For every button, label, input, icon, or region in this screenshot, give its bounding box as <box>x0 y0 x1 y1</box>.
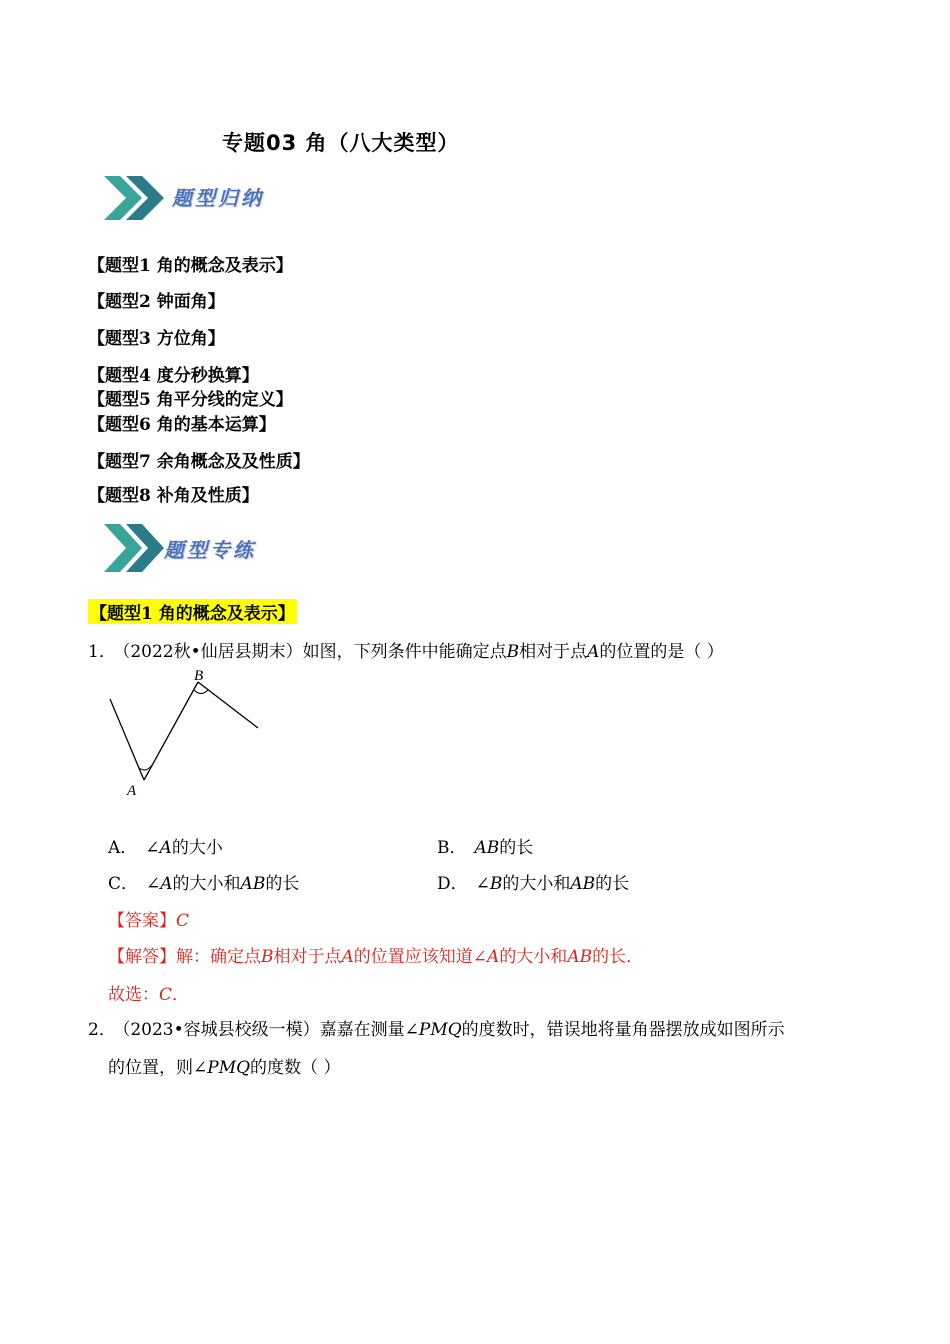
question-stem: 的度数（ ） <box>250 1058 341 1078</box>
option-text: 的长 <box>499 838 534 858</box>
solution-text: 的长． <box>592 947 644 967</box>
solution-line <box>108 942 643 967</box>
var: A <box>587 642 600 662</box>
conclusion-text: 故选： <box>108 985 159 1005</box>
question-stem: 相对于点 <box>519 642 588 662</box>
double-chevron-icon <box>100 518 170 578</box>
var: A <box>160 874 173 894</box>
option-b[interactable] <box>437 833 533 858</box>
question-stem: 的位置，则∠ <box>108 1058 208 1078</box>
angle-symbol: ∠ <box>145 838 160 858</box>
solution-text: 解：确定点 <box>176 947 261 967</box>
double-chevron-icon <box>100 170 170 226</box>
question-source: （2023•容城县校级一模） <box>121 1020 320 1040</box>
conclusion-line <box>108 980 189 1005</box>
question-stem: 嘉嘉在测量∠ <box>319 1020 419 1040</box>
toc-item-4: 【题型4 度分秒换算】 <box>88 366 259 386</box>
section-heading: 【题型1 角的概念及表示】 <box>88 599 297 624</box>
var: A <box>341 947 354 967</box>
label-a: A <box>127 783 137 799</box>
toc-item-7: 【题型7 余角概念及及性质】 <box>88 452 310 472</box>
var: AB <box>570 874 596 894</box>
question-2-line-2 <box>108 1053 340 1078</box>
practice-banner <box>100 518 290 574</box>
option-text: 的长 <box>595 874 630 894</box>
angle-figure <box>100 666 270 801</box>
option-d[interactable] <box>437 869 629 894</box>
var: AB <box>240 874 266 894</box>
var: PMQ <box>418 1020 462 1040</box>
practice-banner-label: 题型专练 <box>164 538 256 562</box>
solution-text: 的大小和 <box>499 947 568 967</box>
question-stem: 的位置的是（ ） <box>599 642 724 662</box>
question-stem: 如图，下列条件中能确定点 <box>302 642 507 662</box>
option-text: 的大小和 <box>172 874 241 894</box>
var: B <box>489 874 503 894</box>
option-letter: B． <box>437 838 467 858</box>
label-b: B <box>194 668 204 684</box>
option-letter: A． <box>108 838 138 858</box>
toc-item-8: 【题型8 补角及性质】 <box>88 486 259 506</box>
summary-banner <box>100 170 290 226</box>
question-stem: 的度数时，错误地将量角器摆放成如图所示 <box>461 1020 785 1040</box>
toc-item-6: 【题型6 角的基本运算】 <box>88 415 276 435</box>
answer-value: C <box>176 911 190 931</box>
solution-label: 【解答】 <box>108 947 176 967</box>
answer-line <box>108 906 189 931</box>
var: B <box>261 947 274 967</box>
question-source: （2022秋•仙居县期末） <box>121 642 303 662</box>
solution-text: 的位置应该知道∠ <box>353 947 488 967</box>
angle-symbol: ∠ <box>475 874 490 894</box>
toc-item-1: 【题型1 角的概念及表示】 <box>88 256 293 276</box>
toc-item-2: 【题型2 钟面角】 <box>88 292 225 312</box>
question-number: 2． <box>88 1020 116 1040</box>
angle-symbol: ∠ <box>146 874 161 894</box>
option-letter: D． <box>437 874 468 894</box>
answer-label: 【答案】 <box>108 911 176 931</box>
var: A <box>159 838 172 858</box>
question-number: 1． <box>88 642 116 662</box>
var: AB <box>567 947 593 967</box>
toc-item-5: 【题型5 角平分线的定义】 <box>88 390 293 410</box>
var: PMQ <box>207 1058 251 1078</box>
page-title: 专题03 角（八大类型） <box>222 131 460 155</box>
option-text: 的大小 <box>171 838 223 858</box>
summary-banner-label: 题型归纳 <box>172 186 264 210</box>
question-1 <box>88 637 724 662</box>
option-text: 的长 <box>265 874 300 894</box>
option-letter: C． <box>108 874 139 894</box>
conclusion-text: ． <box>172 985 190 1005</box>
var: A <box>487 947 500 967</box>
solution-text: 相对于点 <box>273 947 342 967</box>
var: C <box>159 985 173 1005</box>
option-a[interactable] <box>108 833 223 858</box>
toc-item-3: 【题型3 方位角】 <box>88 329 225 349</box>
option-c[interactable] <box>108 869 299 894</box>
question-2 <box>88 1015 785 1040</box>
var: AB <box>474 838 500 858</box>
var: B <box>506 642 520 662</box>
option-text: 的大小和 <box>502 874 571 894</box>
